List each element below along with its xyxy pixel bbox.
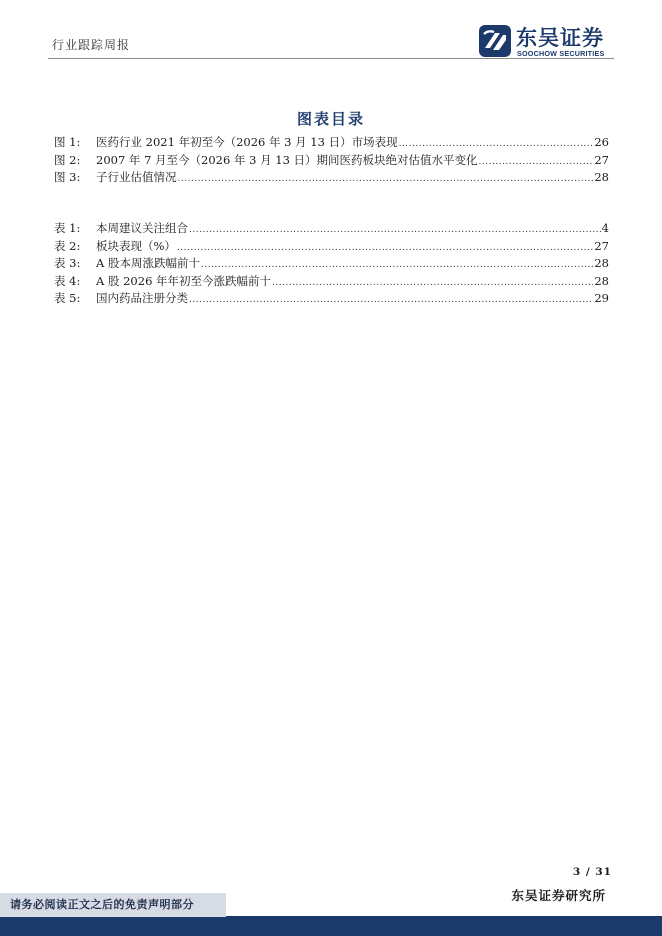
table-page: 28	[594, 273, 609, 288]
footer-company: 东吴证券研究所	[511, 888, 606, 903]
figure-label: 图 3:	[54, 170, 81, 185]
figure-page: 27	[594, 152, 609, 167]
logo-chinese-name: 东吴证券	[516, 26, 604, 50]
table-entry-3[interactable]	[54, 255, 609, 273]
figure-title: 医药行业 2021 年初至今（2026 年 3 月 13 日）市场表现	[96, 135, 398, 149]
leader-dots	[178, 171, 594, 189]
table-entry-4[interactable]	[54, 273, 609, 291]
figure-title: 子行业估值情况	[96, 170, 177, 185]
table-entry-5[interactable]	[54, 290, 609, 308]
toc-title: 图表目录	[296, 110, 365, 128]
soochow-logo-icon	[478, 24, 512, 58]
leader-dots	[189, 292, 593, 310]
table-title: A 股本周涨跌幅前十	[96, 256, 200, 271]
table-title: 板块表现（%）	[96, 238, 176, 253]
logo-english-name: SOOCHOW SECURITIES	[517, 49, 605, 58]
table-title: A 股 2026 年年初至今涨跌幅前十	[96, 273, 272, 288]
disclaimer-banner: 请务必阅读正文之后的免责声明部分	[0, 893, 226, 917]
table-page: 27	[594, 238, 609, 253]
table-label: 表 4:	[54, 273, 81, 288]
leader-dots	[479, 154, 594, 172]
figure-label: 图 2:	[54, 152, 81, 167]
table-list	[54, 220, 609, 308]
figure-entry-1[interactable]	[54, 134, 609, 152]
table-title: 国内药品注册分类	[96, 291, 188, 306]
table-label: 表 1:	[54, 221, 81, 235]
figure-page: 28	[594, 170, 609, 185]
table-label: 表 2:	[54, 238, 81, 253]
figure-entry-2[interactable]	[54, 152, 609, 170]
table-page: 28	[594, 256, 609, 271]
table-label: 表 3:	[54, 256, 81, 271]
figure-list	[54, 134, 609, 187]
header-divider	[48, 58, 614, 59]
page-number: 3 / 31	[572, 866, 612, 878]
table-page: 29	[594, 291, 609, 306]
table-title: 本周建议关注组合	[96, 221, 188, 235]
table-page: 4	[601, 221, 609, 235]
figure-label: 图 1:	[54, 135, 81, 149]
leader-dots	[189, 222, 601, 240]
footer-bar	[0, 916, 662, 936]
table-entry-2[interactable]	[54, 238, 609, 256]
company-logo	[478, 22, 618, 58]
figure-entry-3[interactable]	[54, 169, 609, 187]
figure-page: 26	[594, 135, 609, 149]
table-label: 表 5:	[54, 291, 81, 306]
leader-dots	[177, 240, 593, 258]
report-type-label: 行业跟踪周报	[52, 38, 131, 52]
leader-dots	[272, 275, 593, 293]
figure-title: 2007 年 7 月至今（2026 年 3 月 13 日）期间医药板块绝对估值水平变化	[96, 152, 478, 167]
table-entry-1[interactable]	[54, 220, 609, 238]
